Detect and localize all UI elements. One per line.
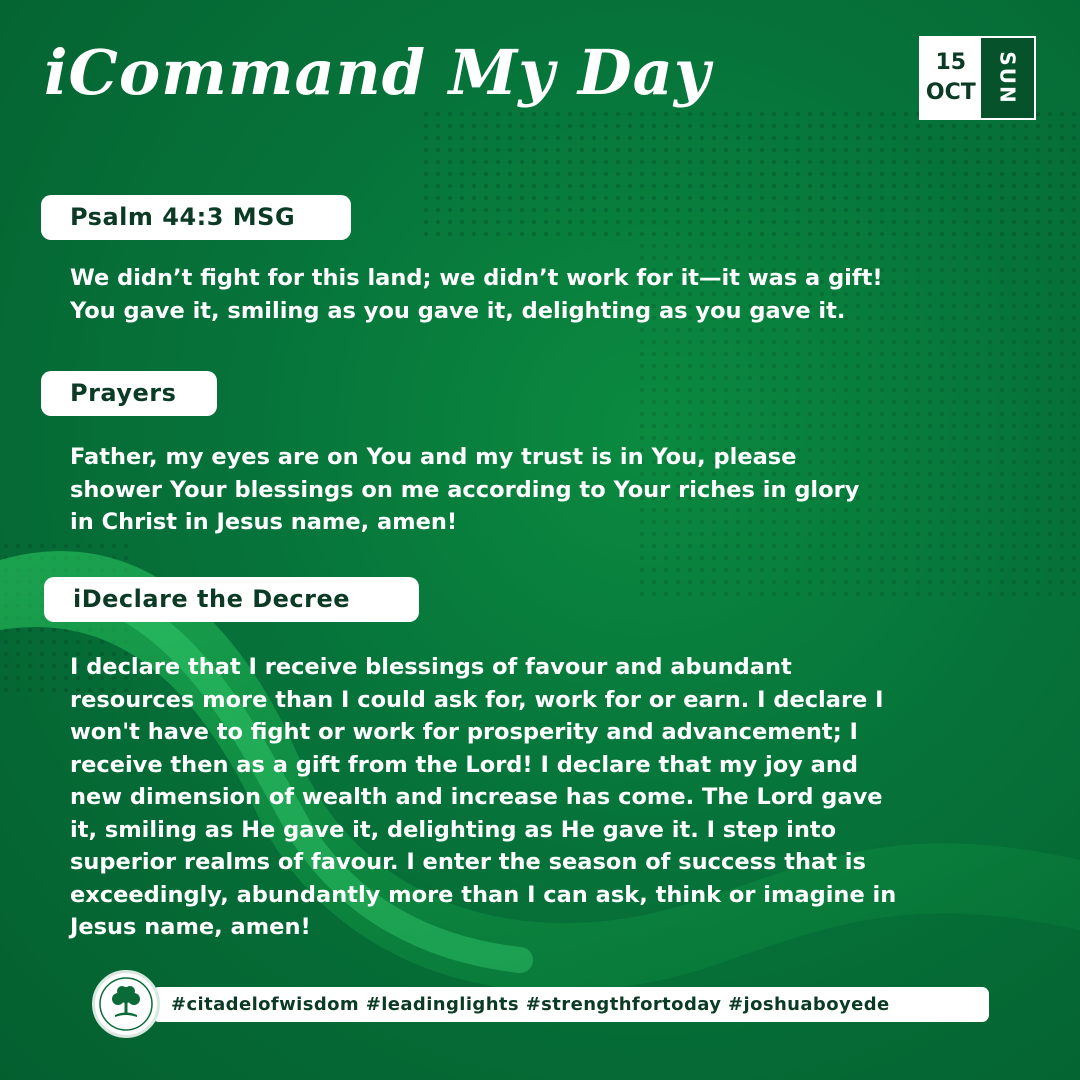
decree-line: new dimension of wealth and increase has come. The Lord gave — [70, 784, 883, 810]
date-weekday-box — [981, 38, 1034, 118]
dot-texture-top — [420, 110, 1080, 240]
tree-logo-icon — [92, 970, 160, 1038]
decree-line: resources more than I could ask for, work for or earn. I declare I — [70, 686, 884, 713]
decree-line: receive then as a gift from the Lord! I declare that my joy and — [70, 751, 858, 778]
date-weekday: SUN — [995, 51, 1020, 105]
scripture-line: We didn’t fight for this land; we didn’t work for it—it was a gift! — [70, 265, 883, 291]
scripture-text — [70, 262, 1030, 327]
decree-line: it, smiling as He gave it, delighting as He gave it. I step into — [70, 816, 837, 843]
section-heading-decree: iDeclare the Decree — [44, 577, 419, 622]
hashtag-bar: #citadelofwisdom #leadinglights #strengthfortoday #joshuaboyede — [152, 987, 989, 1022]
date-badge — [919, 36, 1036, 120]
decree-line: I declare that I receive blessings of favour and abundant — [70, 654, 792, 680]
decree-line: exceedingly, abundantly more than I can ask, think or imagine in — [70, 881, 897, 908]
date-month: OCT — [925, 80, 976, 105]
prayer-line: Father, my eyes are on You and my trust is in You, please — [70, 444, 797, 470]
date-day-number: 15 — [935, 50, 967, 75]
prayer-line: in Christ in Jesus name, amen! — [70, 509, 458, 535]
prayers-text — [70, 441, 1030, 539]
decree-text — [70, 651, 1030, 944]
prayer-line: shower Your blessings on me according to Your riches in glory — [70, 476, 860, 503]
scripture-line: You gave it, smiling as you gave it, delighting as you gave it. — [70, 297, 846, 324]
section-heading-scripture: Psalm 44:3 MSG — [41, 195, 351, 240]
page-title: iCommand My Day — [44, 36, 711, 109]
section-heading-prayers: Prayers — [41, 371, 217, 416]
decree-line: won't have to fight or work for prosperity and advancement; I — [70, 719, 858, 745]
decree-line: superior realms of favour. I enter the season of success that is — [70, 849, 866, 875]
date-main — [921, 38, 981, 118]
decree-line: Jesus name, amen! — [70, 914, 311, 940]
